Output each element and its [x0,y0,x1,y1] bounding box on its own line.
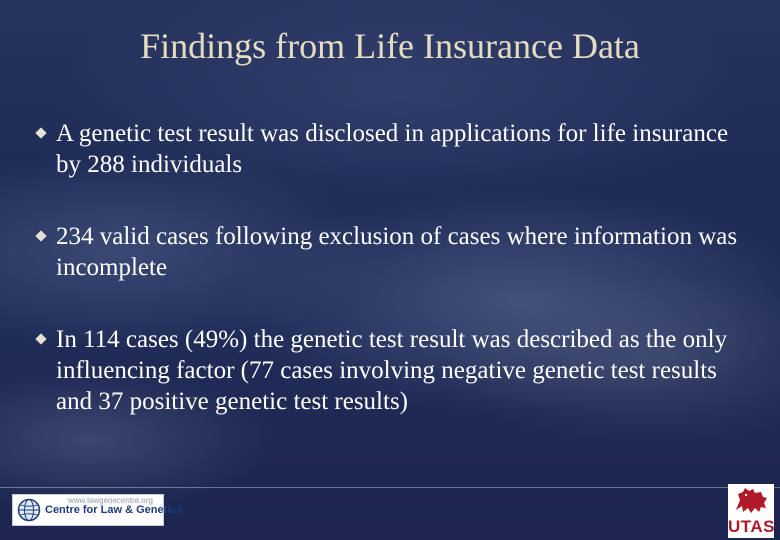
bullet-item [34,118,754,180]
bullet-text: A genetic test result was disclosed in applications for life insurance by 288 individuals [56,120,729,178]
footer-divider [0,487,780,488]
globe-icon [17,498,41,522]
diamond-bullet-icon [35,127,46,138]
centre-logo-text: Centre for Law & Genetics [45,504,183,516]
diamond-bullet-icon [35,333,46,344]
utas-logo-text: UTAS [728,517,776,536]
lion-crest-icon [733,486,769,516]
diamond-bullet-icon [35,230,46,241]
bullet-item [34,221,754,283]
bullet-text: 234 valid cases following exclusion of cases where information was incomplete [56,223,738,281]
slide-title: Findings from Life Insurance Data [140,26,640,66]
utas-logo [728,484,774,538]
bullet-item [34,324,754,417]
bullet-list [34,118,754,458]
bullet-text: In 114 cases (49%) the genetic test result was described as the only influencing factor (77 cases involving negative genetic test results and 37 positive genetic test results) [56,326,728,415]
centre-logo-url: www.lawgenecentre.org [68,496,153,505]
